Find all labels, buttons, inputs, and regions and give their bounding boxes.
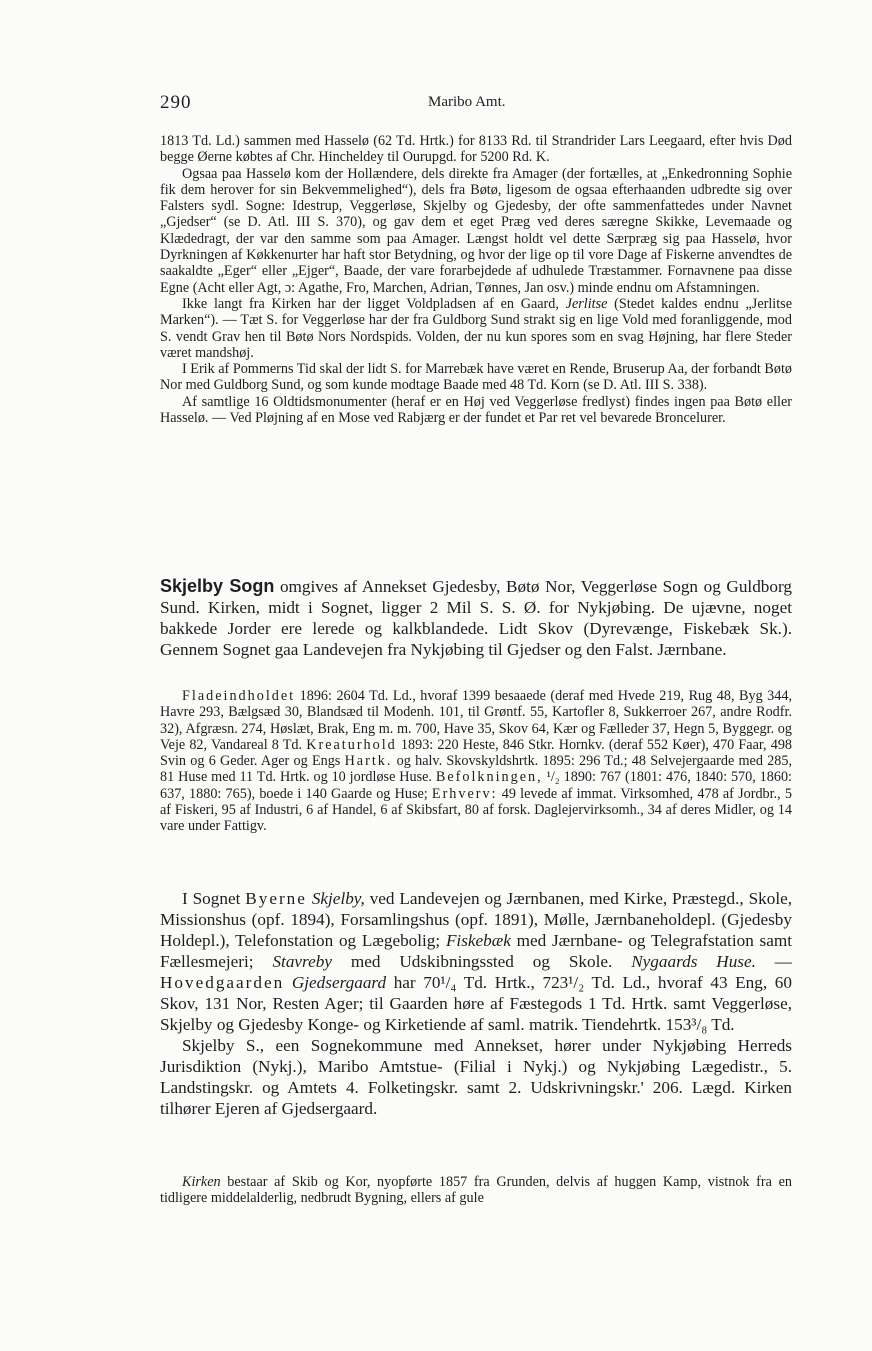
intro-section	[160, 133, 792, 426]
stat-keyword-fladeindholdet: Fladeindholdet	[182, 688, 296, 704]
section-heading: Skjelby Sogn	[160, 576, 275, 596]
vill-text-5: med Udskibningssted og Skole.	[331, 952, 632, 971]
stat-text-2: 1893: 220 Heste, 846 Stkr. Hornkv. (deraf 552 Køer), 470 Faar, 498 Svin og 6 Geder. Ager og Engs	[160, 736, 793, 770]
vill-text-1: I Sognet	[182, 889, 246, 908]
vill-text-7	[284, 973, 292, 992]
parish-paragraph	[160, 576, 792, 660]
page-header	[160, 92, 800, 116]
stat-text-3: og halv. Skovskyldshrtk. 1895: 296 Td.; 48 Selvejergaarde med 285, 81 Huse med 11 Td. Hrtk. og 10 jordløse Huse.	[160, 753, 792, 786]
page-number: 290	[160, 92, 192, 113]
paragraph-1: 1813 Td. Ld.) sammen med Hasselø (62 Td. Hrtk.) for 8133 Rd. til Strandrider Lars Leegaard, efter hvis Død begge Øerne købtes af Chr. Hincheldey til Ourupgd. for 5200 Rd. K.	[160, 133, 792, 166]
keyword-byerne: Byerne	[245, 889, 307, 908]
villages-section	[160, 888, 792, 1119]
place-name-nygaards-huse: Nygaards Huse.	[631, 952, 756, 971]
place-name-stavreby: Stavreby	[272, 952, 332, 971]
keyword-hovedgaarden: Hovedgaarden	[160, 973, 285, 992]
vill-text-4: med Jærnbane- og Telegrafstation samt Fællesmejeri;	[160, 931, 792, 971]
stat-keyword-hartk: Hartk.	[344, 753, 393, 770]
church-section	[160, 1174, 792, 1207]
place-name-jerlitse: Jerlitse	[565, 295, 608, 312]
place-name-skjelby: Skjelby,	[311, 889, 365, 908]
place-name-gjedsergaard: Gjedsergaard	[291, 973, 387, 992]
place-name-fiskebaek: Fiskebæk	[445, 931, 511, 950]
stat-text-5: 49 levede af immat. Virksomhed, 478 af Jordbr., 5 af Fiskeri, 95 af Industri, 6 af Handel, 6 af Skibsfart, 80 af forsk. Daglejervirksomh., 34 af deres Midler, og 14 vare under Fattigv.	[160, 785, 792, 835]
p3-text-b: (Stedet kaldes endnu „Jerlitse Marken“). — Tæt S. for Veggerløse har der fra Guldborg Sund strakt sig en lige Vold med foranliggende, mod S. vendt Grav hen til Bøtø Nors Nordspids. Volden, der nu kun spores som en svag Højning, har flere Steder været mandshøj.	[160, 295, 792, 361]
running-title: Maribo Amt.	[428, 94, 506, 110]
parish-text: omgives af Annekset Gjedesby, Bøtø Nor, Veggerløse Sogn og Guldborg Sund. Kirken, midt i Sognet, ligger 2 Mil S. S. Ø. for Nykjøbing. De ujævne, noget bakkede Jorder ere lerede og kalkblandede. Lidt Skov (Dyrevænge, Fiskebæk Sk.). Gennem Sognet gaa Landevejen fra Nykjøbing til Gjedser og den Falst. Jærnbane.	[160, 577, 792, 659]
jurisdiction-paragraph: Skjelby S., een Sognekommune med Annekset, hører under Nykjøbing Herreds Jurisdiktion (Nykj.), Maribo Amtstue- (Filial i Nykj.) og Nykjøbing Lægedistr., 5. Landstingskr. og Amtets 4. Folketingskr. samt 2. Udskrivningskr.' 206. Lægd. Kirken tilhører Ejeren af Gjedsergaard.	[160, 1036, 792, 1118]
vill-text-6: —	[755, 952, 792, 971]
p3-text-a: Ikke langt fra Kirken har der ligget Voldpladsen af en Gaard,	[182, 295, 566, 312]
stat-keyword-befolkningen: Befolkningen,	[435, 769, 543, 786]
paragraph-4: I Erik af Pommerns Tid skal der lidt S. for Marrebæk have været en Rende, Bruserup Aa, der forbandt Bøtø Nor med Guldborg Sund, og som kunde modtage Baade med 48 Td. Korn (se D. Atl. III S. 338).	[160, 361, 792, 394]
paragraph-5: Af samtlige 16 Oldtidsmonumenter (heraf er en Høj ved Veggerløse fredlyst) findes ingen paa Bøtø eller Hasselø. — Ved Pløjning af en Mose ved Rabjærg er der fundet et Par ret vel bevarede Broncelurer.	[160, 393, 792, 427]
parish-intro	[160, 576, 792, 660]
paragraph-2: Ogsaa paa Hasselø kom der Hollændere, dels direkte fra Amager (der fortælles, at „Enkedronning Sophie fik dem herover for sin Bekvemmelighed“), dels fra Bøtø, ligesom de ogsaa efterhaanden udbredte sig over Falsters sydl. Sogne: Idestrup, Veggerløse, Skjelby og Gjedesby, der ofte sammenfattedes under Navnet „Gjedser“ (se D. Atl. III S. 370), og gav dem et eget Præg ved deres særegne Skikke, Levemaade og Klædedragt, der var den samme som paa Amager. Længst holdt vel dette Særpræg sig paa Hasselø, hvor Dyrkningen af Køkkenurter har haft stor Betydning, og hvor der lige op til vore Dage af Fiskerne anvendtes de saakaldte „Eger“ eller „Ejger“, Baade, der vare forarbejdede af udhulede Træstammer. Fornavnene paa disse Egne (Acht eller Agt, ɔ: Agathe, Fro, Marchen, Adrian, Tønnes, Jan osv.) minde endnu om Afstamningen.	[160, 165, 792, 296]
church-text: bestaar af Skib og Kor, nyopførte 1857 fra Grunden, delvis af huggen Kamp, vistnok fra en tidligere middelalderlig, nedbrudt Bygning, ellers af gule	[160, 1174, 792, 1207]
villages-paragraph	[160, 888, 792, 1035]
keyword-kirken: Kirken	[182, 1174, 221, 1190]
stat-text-4: ¹/₂ 1890: 767 (1801: 476, 1840: 570, 1860: 637, 1880: 765), boede i 140 Gaarde og Huse;	[160, 769, 792, 802]
stat-keyword-erhverv: Erhverv:	[431, 785, 498, 802]
paragraph-3	[160, 296, 792, 361]
vill-text-3: ved Landevejen og Jærnbanen, med Kirke, Præstegd., Skole, Missionshus (opf. 1894), Forsamlingshus (opf. 1891), Mølle, Jærnbaneholdepl. (Gjedesby Holdepl.), Telefonstation og Lægebolig;	[160, 889, 793, 950]
statistics-section	[160, 688, 792, 835]
stat-text-1: 1896: 2604 Td. Ld., hvoraf 1399 besaaede (deraf med Hvede 219, Rug 48, Byg 344, Havre 293, Bælgsæd 30, Blandsæd til Modenh. 101, til Grøntf. 55, Kartofler 8, Sukkerroer 267, andre Rodfr. 32), Afgræsn. 274, Høslæt, Brak, Eng m. m. 700, Have 35, Skov 64, Kær og Fælleder 37, Hegn 5, Byggegr. og Veje 82, Vandareal 8 Td.	[160, 688, 792, 753]
stat-keyword-kreaturhold: Kreaturhold	[306, 736, 397, 753]
vill-text-8: har 70¹/₄ Td. Hrtk., 723¹/₂ Td. Ld., hvoraf 43 Eng, 60 Skov, 131 Nor, Resten Ager; til Gaarden høre af Fæstegods 1 Td. Hrtk. samt Veggerløse, Skjelby og Gjedesby Konge- og Kirketiende af saml. matrik. Tiendehrtk. 153³/₈ Td.	[160, 973, 792, 1034]
statistics-paragraph	[160, 688, 792, 835]
church-paragraph	[160, 1174, 792, 1207]
